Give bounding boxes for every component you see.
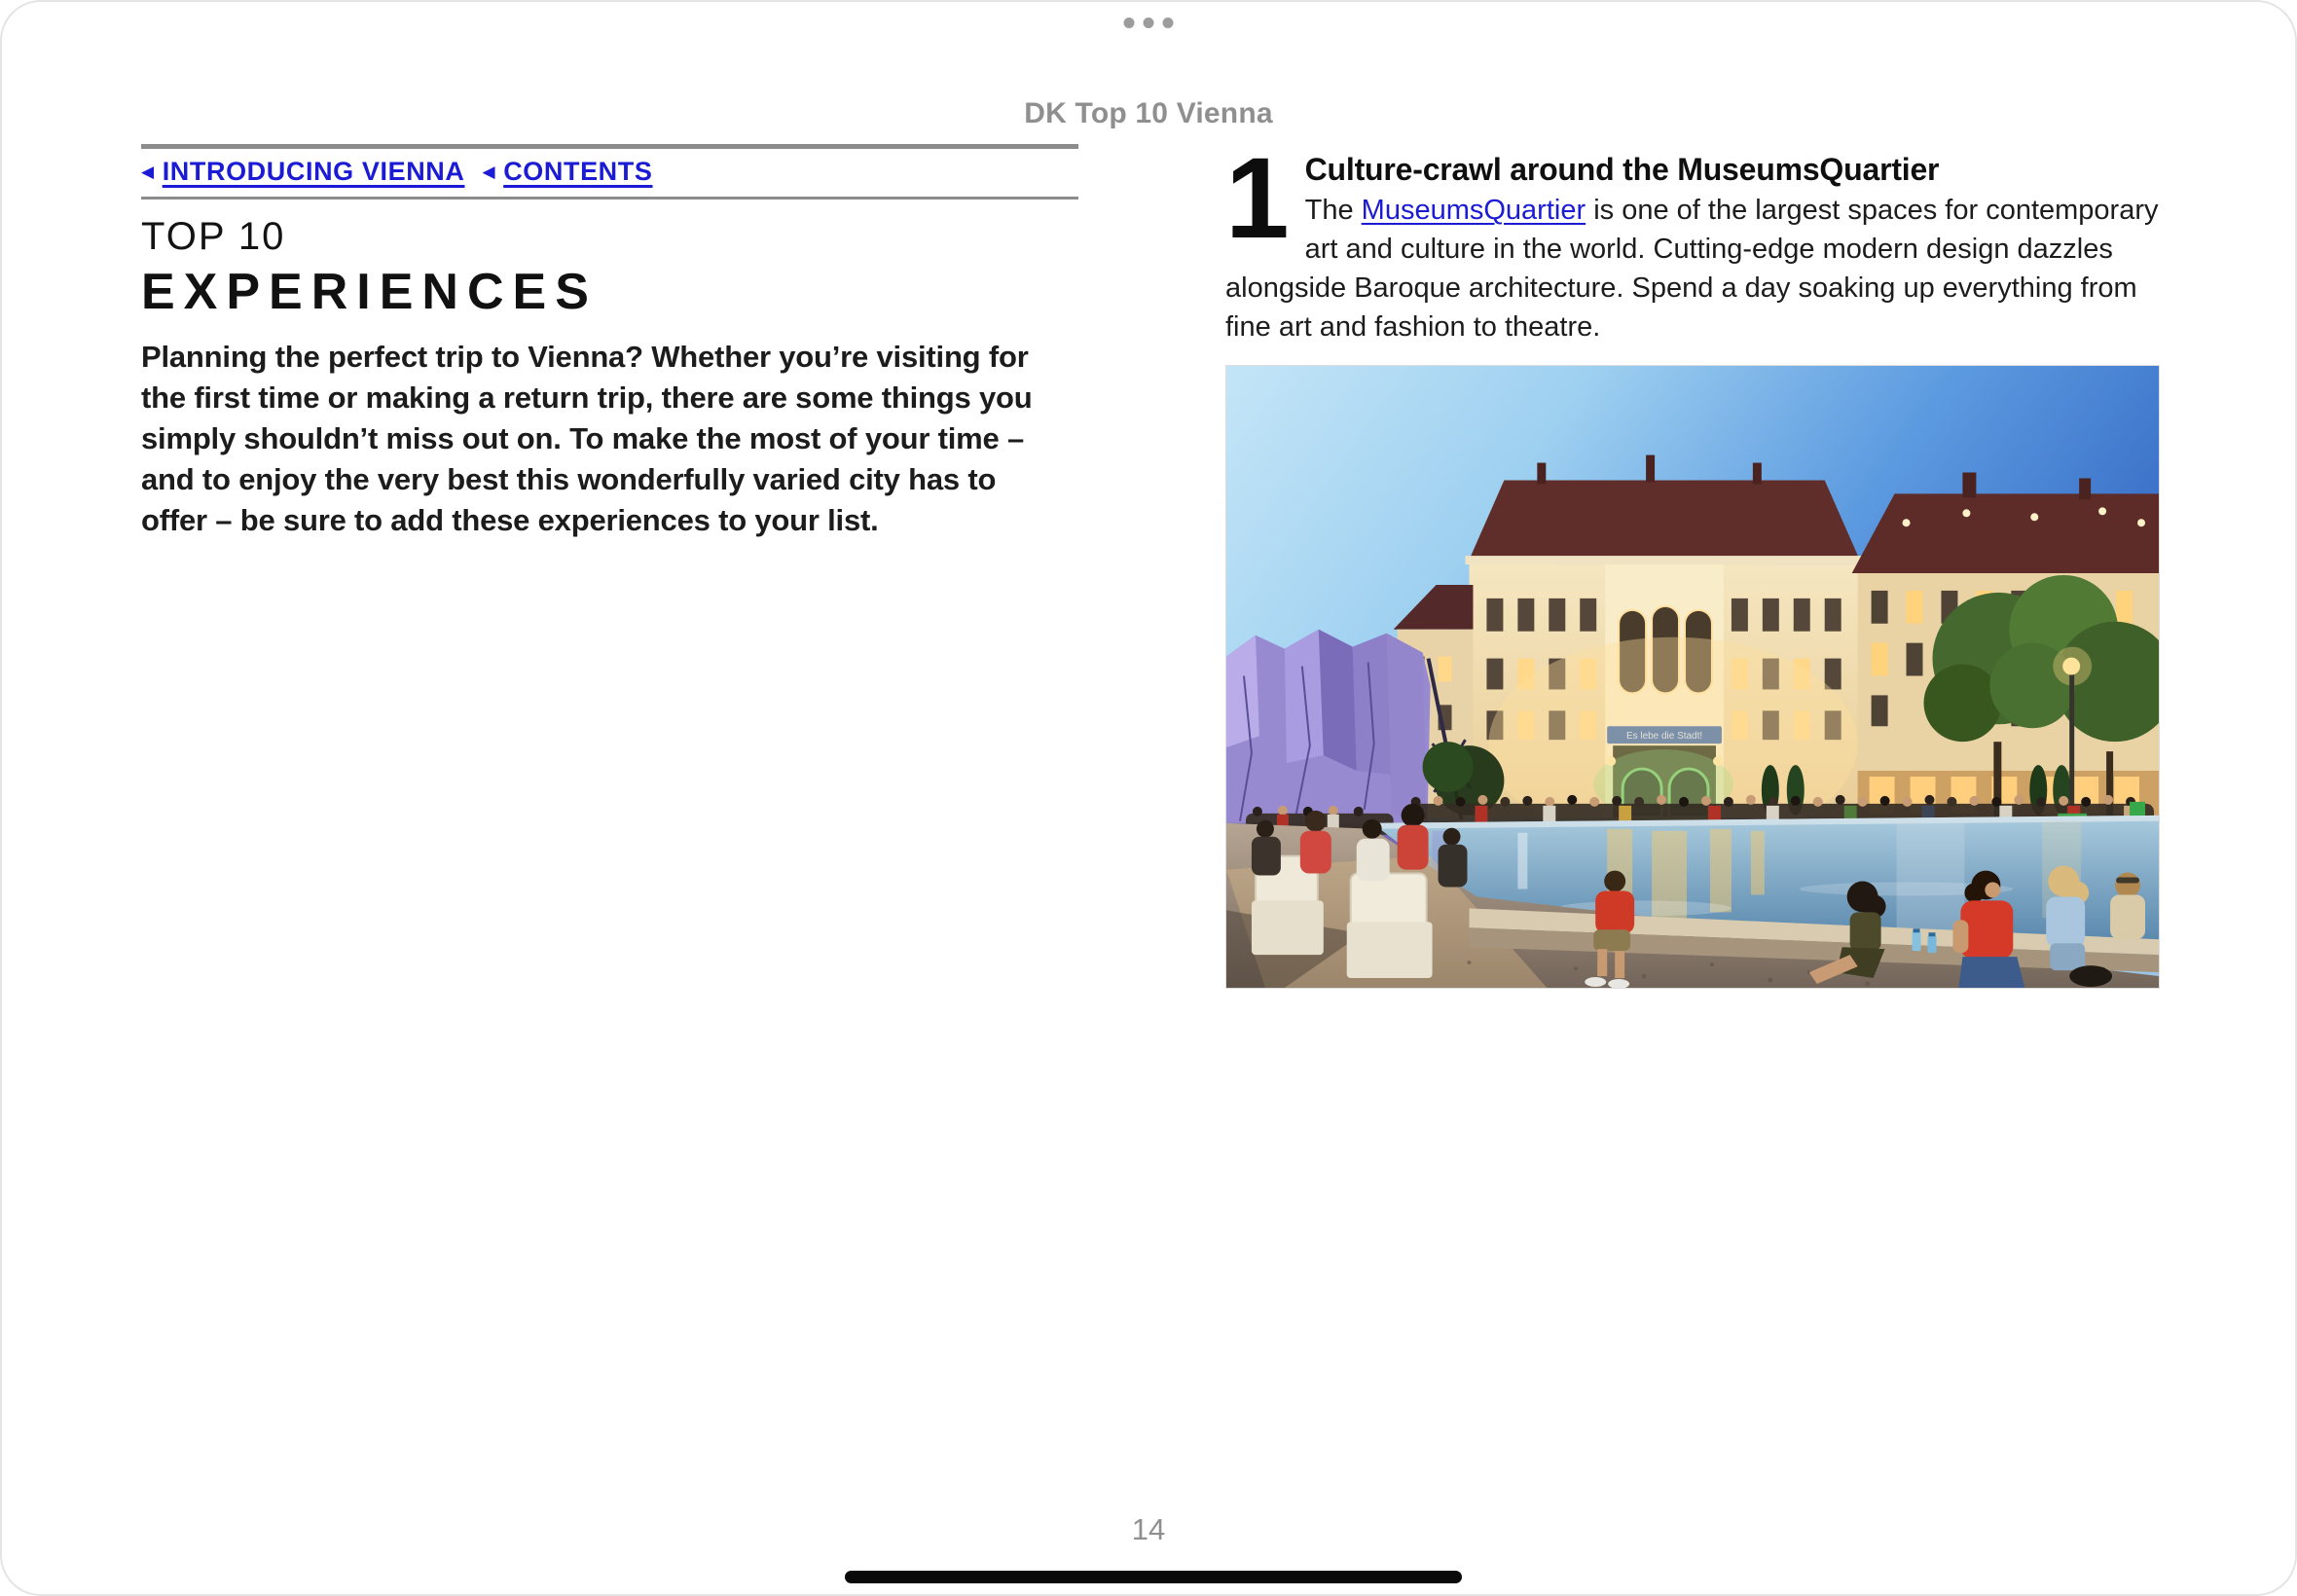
page-title: EXPERIENCES [141,264,598,320]
museumsquartier-link[interactable]: MuseumsQuartier [1361,195,1586,226]
book-title: DK Top 10 Vienna [1024,97,1273,129]
entry-body [1225,191,2162,346]
breadcrumb [141,144,1078,200]
page-number: 14 [1131,1512,1166,1546]
dot-icon [1124,18,1135,28]
museumsquartier-photo [1225,365,2160,989]
banner-text: Es lebe die Stadt! [1625,731,1703,743]
left-column [141,144,1078,541]
entry-number: 1 [1225,134,1290,263]
intro-paragraph: Planning the perfect trip to Vienna? Whether you’re visiting for the first time or making a return trip, there are some things you simply shouldn’t miss out on. To make the most of your time – and to enjoy the very best this wonderfully varied city has to offer – be sure to add these experiences to your list. [141,340,1033,537]
back-arrow-icon: ◀ [482,163,496,181]
dot-icon [1144,18,1154,28]
multitasking-indicator[interactable] [1124,18,1174,28]
body-text-part: is one of the largest spaces for contemporary art and culture in the world. Cutting-edge modern design dazzles alongside Baroque architecture. Spend a day soaking up everything from fine art and fashion to theatre. [1225,195,2159,343]
right-column [1225,134,2162,346]
section-kicker: TOP 10 [141,215,286,258]
nav-link-introducing-vienna[interactable] [141,157,465,187]
back-arrow-icon: ◀ [141,163,155,181]
nav-link-label: INTRODUCING VIENNA [162,157,465,186]
home-indicator[interactable] [845,1571,1462,1583]
entry-title: Culture-crawl around the MuseumsQuartier [1304,152,1940,187]
body-text-part: The [1304,195,1362,226]
museumsquartier-photo-illustration [1226,366,2159,988]
nav-link-label: CONTENTS [503,157,653,186]
nav-link-contents[interactable] [483,157,653,187]
dot-icon [1163,18,1174,28]
